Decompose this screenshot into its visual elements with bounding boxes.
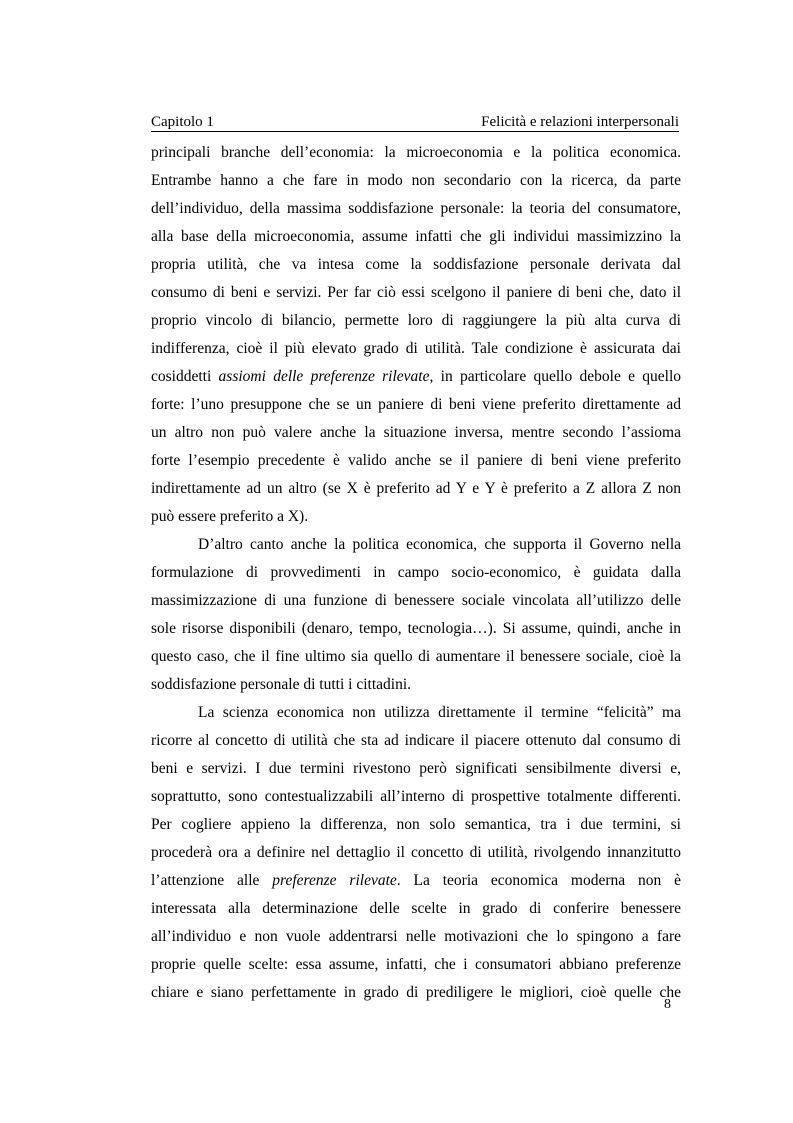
text-line: alla base della microeconomia, assume infatti che gli individui massimizzino la [151,228,681,245]
chapter-label: Capitolo 1 [151,114,214,130]
text-line: principali branche dell’economia: la microeconomia e la politica economica. [151,144,681,161]
section-title: Felicità e relazioni interpersonali [481,114,679,130]
paragraph-1 [151,144,681,536]
text-line: beni e servizi. I due termini rivestono però significati sensibilmente diversi e, [151,760,681,777]
text-line: soddisfazione personale di tutti i cittadini. [151,676,411,693]
text-segment: , in particolare quello debole e quello [429,368,681,385]
text-line: massimizzazione di una funzione di benessere sociale vincolata all’utilizzo delle [151,592,681,609]
text-line: ricorre al concetto di utilità che sta ad indicare il piacere ottenuto dal consumo di [151,732,681,749]
paragraph-2 [151,536,681,704]
text-segment: cosiddetti [151,368,219,385]
text-line: chiare e siano perfettamente in grado di prediligere le migliori, cioè quelle che [151,984,681,1001]
text-line: Entrambe hanno a che fare in modo non secondario con la ricerca, da parte [151,172,681,189]
text-line: interessata alla determinazione delle scelte in grado di conferire benessere [151,900,681,917]
text-line: dell’individuo, della massima soddisfazione personale: la teoria del consumatore, [151,200,681,217]
text-segment: . La teoria economica moderna non è [396,872,681,889]
text-line: La scienza economica non utilizza direttamente il termine “felicità” ma [198,704,681,721]
text-line: consumo di beni e servizi. Per far ciò essi scelgono il paniere di beni che, dato il [151,284,681,301]
text-line: formulazione di provvedimenti in campo socio-economico, è guidata dalla [151,564,681,581]
text-line [151,368,681,396]
text-line: Per cogliere appieno la differenza, non solo semantica, tra i due termini, si [151,816,681,833]
text-line: D’altro canto anche la politica economica, che supporta il Governo nella [198,536,681,553]
text-line: proprio vincolo di bilancio, permette loro di raggiungere la più alta curva di [151,312,681,329]
italic-term: preferenze rilevate [272,872,397,889]
text-line [151,872,681,900]
text-line: propria utilità, che va intesa come la soddisfazione personale derivata dal [151,256,681,273]
text-segment: l’attenzione alle [151,872,273,889]
text-line: può essere preferito a X). [151,508,309,525]
text-line: soprattutto, sono contestualizzabili all’interno di prospettive totalmente differenti. [151,788,681,805]
text-line: forte: l’uno presuppone che se un paniere di beni viene preferito direttamente ad [151,396,681,413]
text-line: all’individuo e non vuole addentrarsi nelle motivazioni che lo spingono a fare [151,928,681,945]
text-line: indirettamente ad un altro (se X è preferito ad Y e Y è preferito a Z allora Z non [151,480,681,497]
page-number: 8 [664,997,671,1012]
text-line: questo caso, che il fine ultimo sia quello di aumentare il benessere sociale, cioè la [151,648,681,665]
paragraph-3 [151,704,681,1012]
text-line: procederà ora a definire nel dettaglio il concetto di utilità, rivolgendo innanzitutto [151,844,681,861]
text-line: un altro non può valere anche la situazione inversa, mentre secondo l’assioma [151,424,681,441]
body-text [151,144,681,1012]
text-line: forte l’esempio precedente è valido anche se il paniere di beni viene preferito [151,452,681,469]
text-line: sole risorse disponibili (denaro, tempo, tecnologia…). Si assume, quindi, anche in [151,620,681,637]
text-line: indifferenza, cioè il più elevato grado di utilità. Tale condizione è assicurata dai [151,340,681,357]
running-header [151,113,679,132]
text-line: proprie quelle scelte: essa assume, infatti, che i consumatori abbiano preferenze [151,956,681,973]
italic-term: assiomi delle preferenze rilevate [218,368,430,385]
